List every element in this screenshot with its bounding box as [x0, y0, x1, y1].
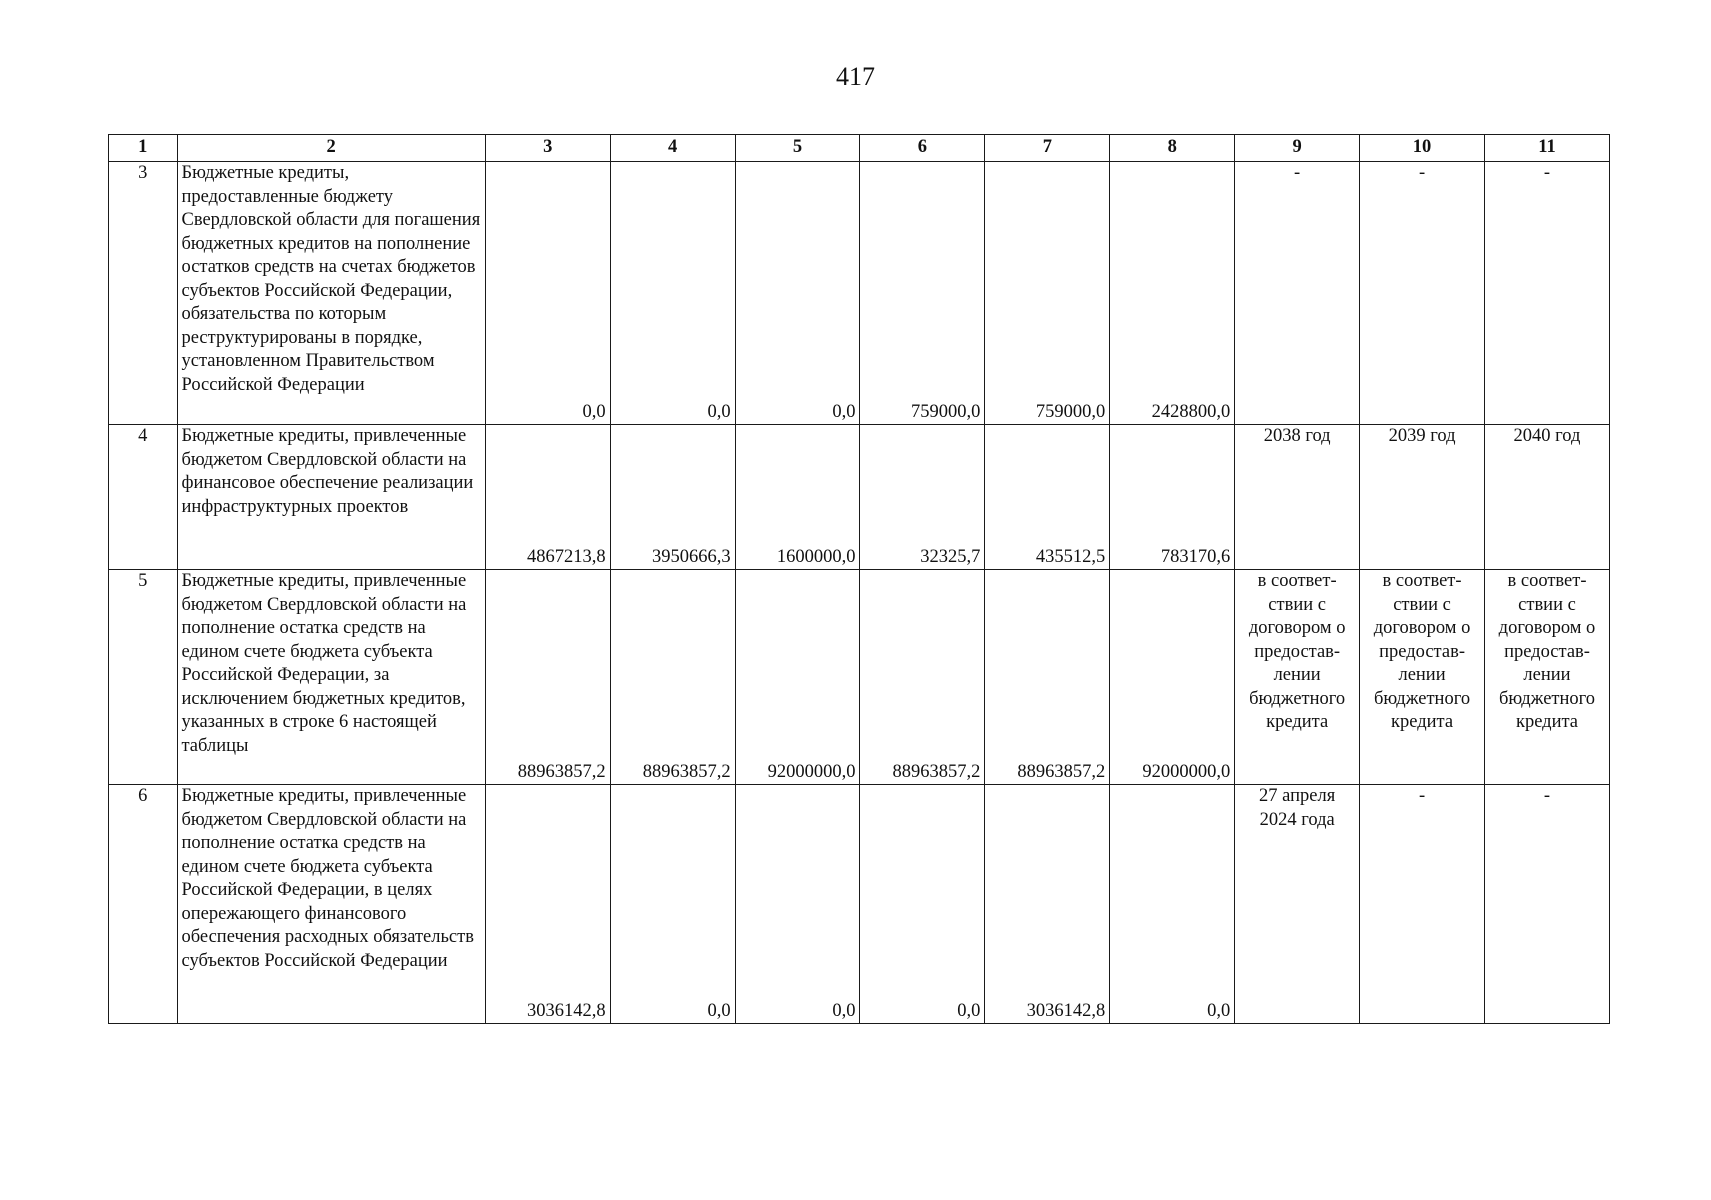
term-cell: 2040 год — [1485, 425, 1610, 570]
value-cell: 92000000,0 — [735, 570, 860, 785]
value-cell: 783170,6 — [1110, 425, 1235, 570]
value-cell: 759000,0 — [985, 162, 1110, 425]
column-header: 5 — [735, 135, 860, 162]
row-number: 4 — [109, 425, 178, 570]
value-cell: 3036142,8 — [485, 785, 610, 1024]
column-header: 11 — [1485, 135, 1610, 162]
column-header: 4 — [610, 135, 735, 162]
table-row — [109, 785, 1610, 1024]
column-header: 1 — [109, 135, 178, 162]
term-cell: - — [1485, 785, 1610, 1024]
column-header: 10 — [1360, 135, 1485, 162]
row-number: 3 — [109, 162, 178, 425]
term-cell: в соответ-ствии с договором о предостав-лении бюджетного кредита — [1360, 570, 1485, 785]
value-cell: 759000,0 — [860, 162, 985, 425]
term-cell: - — [1485, 162, 1610, 425]
value-cell: 0,0 — [860, 785, 985, 1024]
column-header: 2 — [177, 135, 485, 162]
row-description: Бюджетные кредиты, привлеченные бюджетом Свердловской области на пополнение остатка средств на едином счете бюджета субъекта Российской Федерации, за исключением бюджетных кредитов, указанных в строке 6 настоящей таблицы — [177, 570, 485, 785]
term-cell: - — [1235, 162, 1360, 425]
page-number: 417 — [836, 62, 875, 91]
value-cell: 88963857,2 — [985, 570, 1110, 785]
value-cell: 0,0 — [610, 785, 735, 1024]
row-description: Бюджетные кредиты, предоставленные бюджету Свердловской области для погашения бюджетных кредитов на пополнение остатков средств на счетах бюджетов субъектов Российской Федерации, обязательства по которым реструктурированы в порядке, установленном Правительством Российской Федерации — [177, 162, 485, 425]
value-cell: 88963857,2 — [485, 570, 610, 785]
column-header: 9 — [1235, 135, 1360, 162]
term-cell: в соответ-ствии с договором о предостав-лении бюджетного кредита — [1235, 570, 1360, 785]
term-cell: 2039 год — [1360, 425, 1485, 570]
value-cell: 2428800,0 — [1110, 162, 1235, 425]
value-cell: 435512,5 — [985, 425, 1110, 570]
value-cell: 88963857,2 — [860, 570, 985, 785]
value-cell: 3036142,8 — [985, 785, 1110, 1024]
term-cell: 27 апреля 2024 года — [1235, 785, 1360, 1024]
column-header: 8 — [1110, 135, 1235, 162]
value-cell: 88963857,2 — [610, 570, 735, 785]
term-cell: - — [1360, 162, 1485, 425]
row-description: Бюджетные кредиты, привлеченные бюджетом Свердловской области на финансовое обеспечение реализации инфраструктурных проектов — [177, 425, 485, 570]
table-row — [109, 570, 1610, 785]
value-cell: 0,0 — [1110, 785, 1235, 1024]
table-row — [109, 162, 1610, 425]
value-cell: 32325,7 — [860, 425, 985, 570]
value-cell: 0,0 — [735, 785, 860, 1024]
value-cell: 1600000,0 — [735, 425, 860, 570]
row-number: 5 — [109, 570, 178, 785]
column-header: 6 — [860, 135, 985, 162]
value-cell: 3950666,3 — [610, 425, 735, 570]
column-header: 7 — [985, 135, 1110, 162]
row-number: 6 — [109, 785, 178, 1024]
row-description: Бюджетные кредиты, привлеченные бюджетом Свердловской области на пополнение остатка средств на едином счете бюджета субъекта Российской Федерации, в целях опережающего финансового обеспечения расходных обязательств субъектов Российской Федерации — [177, 785, 485, 1024]
value-cell: 92000000,0 — [1110, 570, 1235, 785]
header-row — [109, 135, 1610, 162]
value-cell: 0,0 — [485, 162, 610, 425]
value-cell: 4867213,8 — [485, 425, 610, 570]
term-cell: - — [1360, 785, 1485, 1024]
table-row — [109, 425, 1610, 570]
value-cell: 0,0 — [610, 162, 735, 425]
value-cell: 0,0 — [735, 162, 860, 425]
term-cell: в соответ-ствии с договором о предостав-лении бюджетного кредита — [1485, 570, 1610, 785]
budget-credits-table — [108, 134, 1610, 1024]
column-header: 3 — [485, 135, 610, 162]
term-cell: 2038 год — [1235, 425, 1360, 570]
